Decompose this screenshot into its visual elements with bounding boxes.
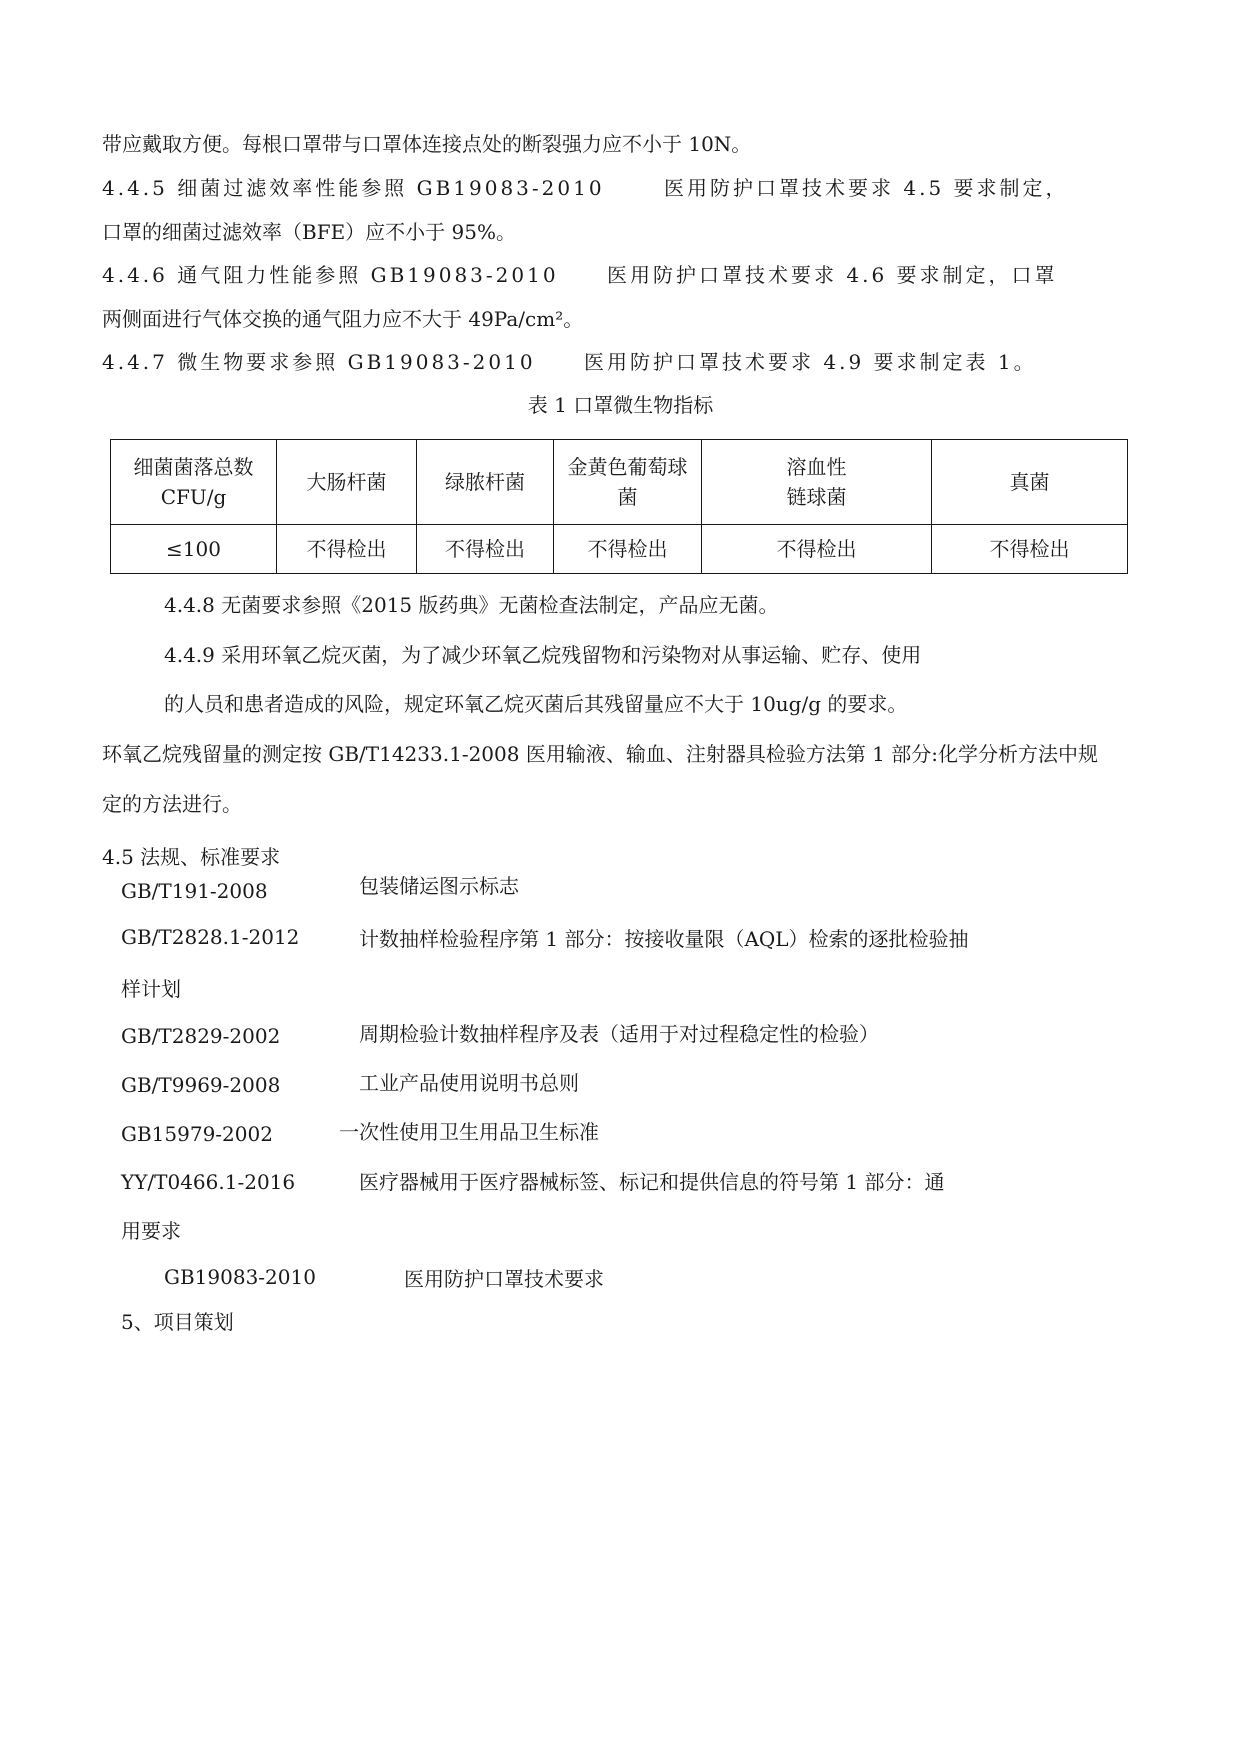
standard-title: 包装储运图示标志 — [359, 874, 519, 898]
standard-code: GB/T2828.1-2012 — [121, 925, 300, 949]
section-5-heading: 5、项目策划 — [121, 1310, 234, 1334]
paragraph-line: 带应戴取方便。每根口罩带与口罩体连接点处的断裂强力应不小于 10N。 — [102, 132, 752, 156]
standard-title: 医用防护口罩技术要求 — [404, 1267, 604, 1291]
header-staphylococcus: 金黄色葡萄球 菌 — [554, 440, 702, 525]
table-cell: 不得检出 — [554, 525, 702, 574]
paragraph-line: 环氧乙烷残留量的测定按 GB/T14233.1-2008 医用输液、输血、注射器具检验方法第 1 部分:化学分析方法中规 — [102, 742, 1099, 766]
header-streptococcus: 溶血性 链球菌 — [702, 440, 932, 525]
paragraph-line: 两侧面进行气体交换的通气阻力应不大于 49Pa/cm²。 — [102, 307, 584, 331]
clause-4-4-7-heading: 4.4.7 微生物要求参照 GB19083-2010 — [102, 350, 536, 374]
standard-code: GB15979-2002 — [121, 1122, 273, 1146]
standard-code: YY/T0466.1-2016 — [121, 1170, 296, 1194]
clause-4-4-8: 4.4.8 无菌要求参照《2015 版药典》无菌检查法制定，产品应无菌。 — [164, 593, 779, 617]
table-cell: 不得检出 — [702, 525, 932, 574]
standard-title-wrap: 样计划 — [121, 977, 181, 1001]
header-total-colony: 细菌菌落总数 CFU/g — [111, 440, 277, 525]
standard-title: 工业产品使用说明书总则 — [359, 1071, 579, 1095]
clause-4-4-5-reference: 医用防护口罩技术要求 4.5 要求制定， — [664, 176, 1069, 200]
paragraph-line: 定的方法进行。 — [102, 792, 242, 816]
standard-code: GB19083-2010 — [164, 1265, 316, 1289]
standard-title: 一次性使用卫生用品卫生标准 — [339, 1120, 599, 1144]
clause-4-4-9: 4.4.9 采用环氧乙烷灭菌，为了减少环氧乙烷残留物和污染物对从事运输、贮存、使用 — [164, 643, 922, 667]
table-cell: 不得检出 — [277, 525, 417, 574]
table-header-row — [111, 440, 1128, 525]
table-cell: 不得检出 — [932, 525, 1128, 574]
standard-title-wrap: 用要求 — [121, 1219, 181, 1243]
header-fungi: 真菌 — [932, 440, 1128, 525]
paragraph-line: 口罩的细菌过滤效率（BFE）应不小于 95%。 — [102, 220, 516, 244]
microbial-indicator-table — [110, 439, 1128, 574]
clause-4-4-6-heading: 4.4.6 通气阻力性能参照 GB19083-2010 — [102, 263, 559, 287]
table-row — [111, 525, 1128, 574]
paragraph-line: 的人员和患者造成的风险，规定环氧乙烷灭菌后其残留量应不大于 10ug/g 的要求。 — [164, 692, 908, 716]
standard-code: GB/T2829-2002 — [121, 1024, 281, 1048]
clause-4-4-7-reference: 医用防护口罩技术要求 4.9 要求制定表 1。 — [584, 350, 1037, 374]
clause-4-4-5-heading: 4.4.5 细菌过滤效率性能参照 GB19083-2010 — [102, 176, 605, 200]
section-4-5-heading: 4.5 法规、标准要求 — [102, 845, 281, 869]
standard-code: GB/T9969-2008 — [121, 1073, 281, 1097]
header-pseudomonas: 绿脓杆菌 — [417, 440, 554, 525]
standard-code: GB/T191-2008 — [121, 879, 268, 903]
table-cell: 不得检出 — [417, 525, 554, 574]
standard-title: 医疗器械用于医疗器械标签、标记和提供信息的符号第 1 部分：通 — [359, 1170, 945, 1194]
table-title: 表 1 口罩微生物指标 — [527, 393, 714, 417]
clause-4-4-6-reference: 医用防护口罩技术要求 4.6 要求制定，口罩 — [607, 263, 1058, 287]
table-cell: ≤100 — [111, 525, 277, 574]
header-coliform: 大肠杆菌 — [277, 440, 417, 525]
standard-title: 计数抽样检验程序第 1 部分：按接收量限（AQL）检索的逐批检验抽 — [359, 927, 969, 951]
standard-title: 周期检验计数抽样程序及表（适用于对过程稳定性的检验） — [359, 1022, 879, 1046]
